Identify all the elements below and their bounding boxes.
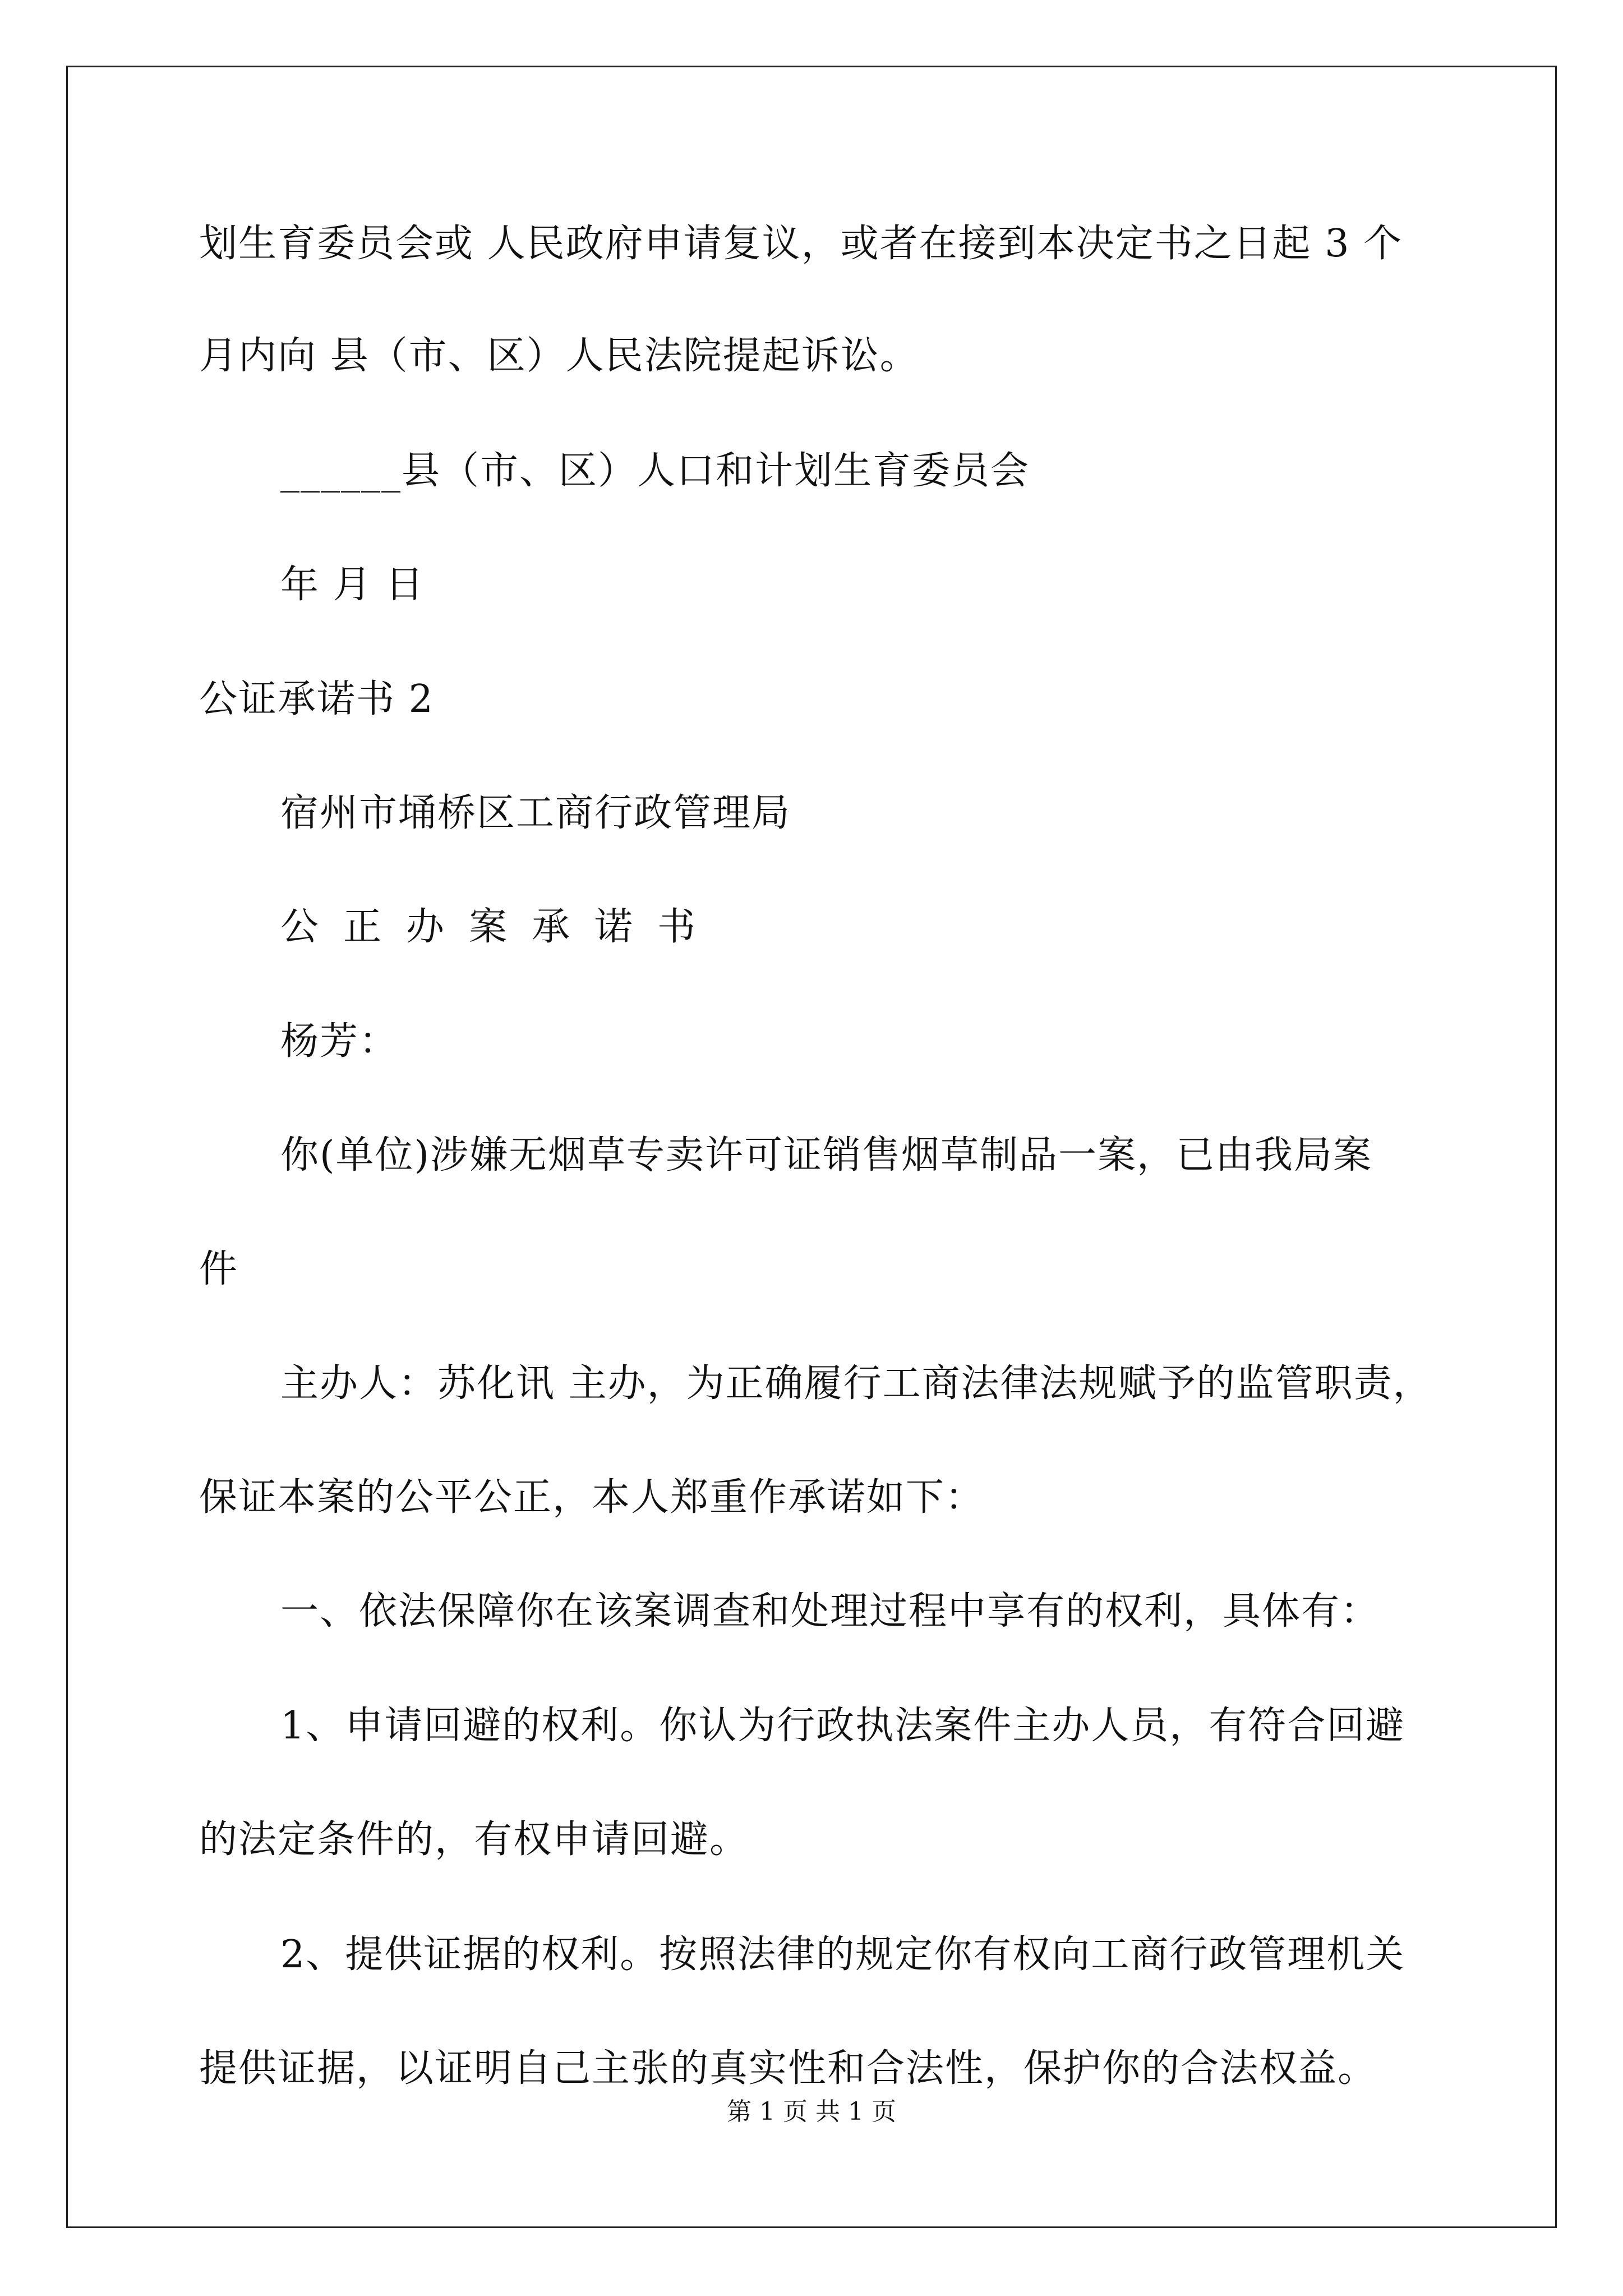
paragraph-line: 1、申请回避的权利。你认为行政执法案件主办人员，有符合回避: [280, 1704, 1405, 1748]
paragraph-line: 划生育委员会或 人民政府申请复议，或者在接到本决定书之日起 3 个: [199, 222, 1403, 266]
issuing-authority: 宿州市埇桥区工商行政管理局: [280, 791, 791, 835]
paragraph-line: 主办人：苏化讯 主办，为正确履行工商法律法规赋予的监管职责，: [280, 1361, 1432, 1406]
signature-date: 年 月 日: [280, 563, 425, 607]
paragraph-line: 2、提供证据的权利。按照法律的规定你有权向工商行政管理机关: [280, 1932, 1405, 1977]
document-title: 公正办案承诺书: [280, 905, 721, 949]
signature-organization: ______县（市、区）人口和计划生育委员会: [280, 449, 1030, 493]
addressee: 杨芳：: [280, 1019, 399, 1064]
paragraph-line: 月内向 县（市、区）人民法院提起诉讼。: [199, 334, 919, 378]
paragraph-line: 保证本案的公平公正，本人郑重作承诺如下：: [199, 1475, 985, 1520]
paragraph-line: 提供证据，以证明自己主张的真实性和合法性，保护你的合法权益。: [199, 2046, 1377, 2091]
paragraph-line: 的法定条件的，有权申请回避。: [199, 1818, 749, 1862]
paragraph-line: 件: [199, 1247, 239, 1291]
section-title: 公证承诺书 2: [199, 677, 434, 721]
paragraph-line: 你(单位)涉嫌无烟草专卖许可证销售烟草制品一案，已由我局案: [280, 1133, 1373, 1177]
page-footer: 第 1 页 共 1 页: [727, 2097, 896, 2126]
paragraph-line: 一、依法保障你在该案调查和处理过程中享有的权利，具体有：: [280, 1589, 1380, 1634]
